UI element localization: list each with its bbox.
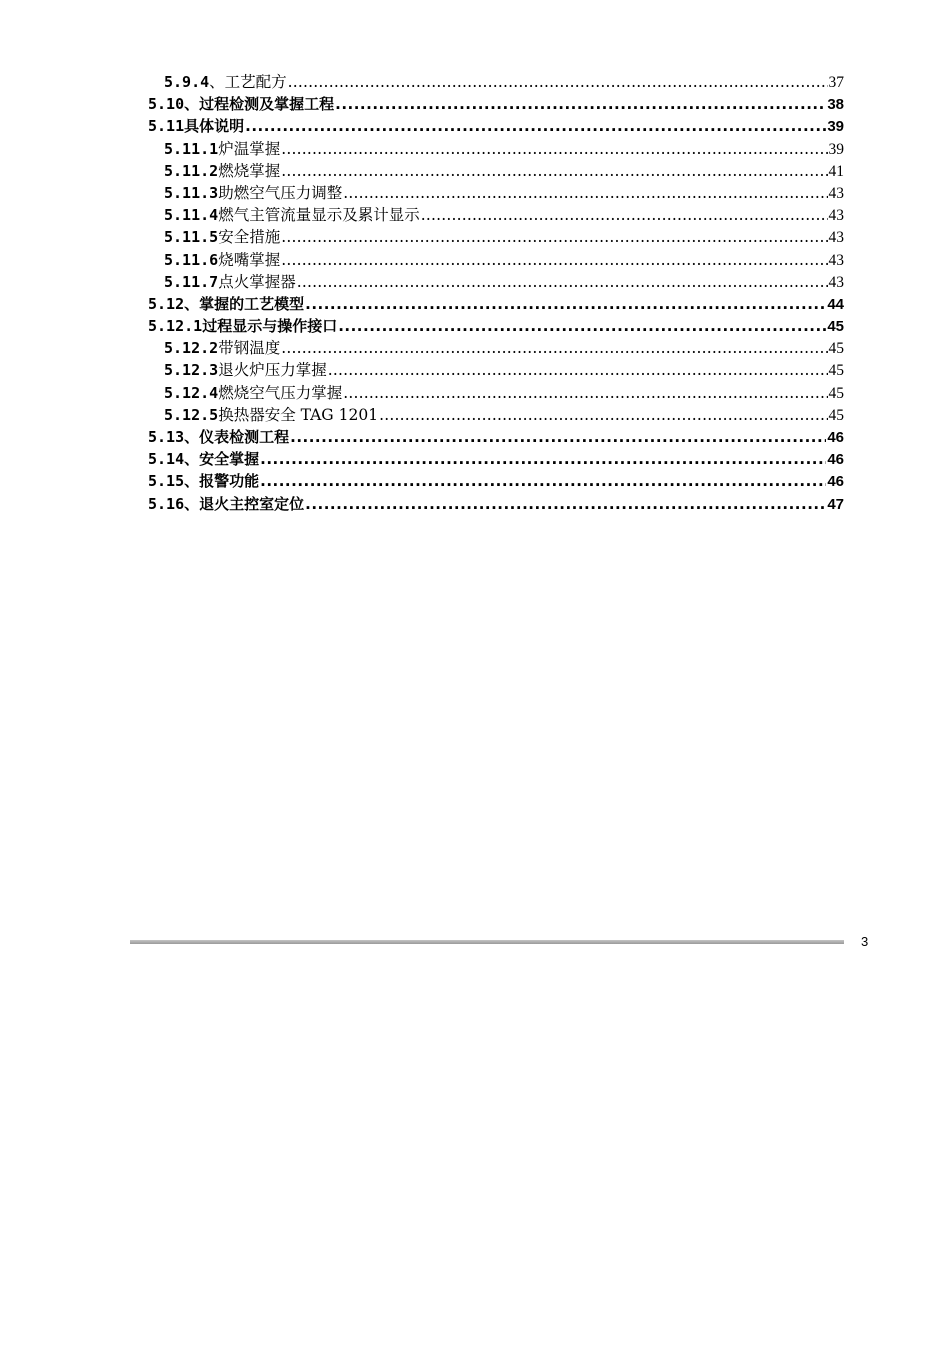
toc-entry-page: 43: [828, 273, 844, 291]
dot-leader: [379, 404, 827, 426]
toc-entry-page: 41: [828, 162, 844, 180]
toc-entry[interactable]: [148, 448, 844, 470]
dot-leader: [297, 271, 828, 293]
toc-entry-title: 炉温掌握: [218, 139, 281, 158]
toc-entry-title: 、仪表检测工程: [184, 428, 290, 446]
dot-leader: [260, 448, 826, 470]
toc-entry-number: 5.11.6: [164, 250, 219, 269]
toc-entry-number: 5.14: [148, 450, 185, 469]
toc-entry[interactable]: [148, 404, 844, 426]
toc-entry-title: 烧嘴掌握: [218, 250, 281, 269]
toc-entry-title: 过程显示与操作接口: [202, 317, 338, 336]
toc-entry-number: 5.11.7: [164, 272, 219, 291]
toc-entry-title: 助燃空气压力调整: [218, 183, 343, 202]
dot-leader: [245, 115, 826, 137]
toc-entry[interactable]: [148, 359, 844, 381]
table-of-contents: [148, 71, 844, 515]
toc-entry-number: 5.11.3: [164, 183, 219, 202]
toc-entry-title: 燃气主管流量显示及累计显示: [218, 206, 420, 225]
toc-entry-number: 5.12.5: [164, 405, 219, 424]
toc-entry-page: 46: [827, 429, 844, 446]
dot-leader: [281, 249, 827, 271]
toc-entry-number: 5.11: [148, 117, 185, 136]
toc-entry-page: 43: [828, 229, 844, 247]
dot-leader: [343, 182, 827, 204]
toc-entry-title: 带钢温度: [218, 339, 281, 358]
toc-entry[interactable]: [148, 426, 844, 448]
toc-entry-page: 46: [827, 473, 844, 491]
toc-entry-title: 点火掌握器: [218, 272, 296, 291]
dot-leader: [281, 226, 827, 248]
dot-leader: [260, 470, 826, 492]
toc-entry-number: 5.11.1: [164, 139, 219, 158]
toc-entry[interactable]: [148, 315, 844, 337]
toc-entry-page: 38: [827, 96, 844, 114]
toc-entry-page: 45: [828, 406, 844, 424]
toc-entry-title: 具体说明: [184, 117, 245, 136]
toc-entry[interactable]: [148, 182, 844, 204]
toc-entry-title: 燃烧空气压力掌握: [218, 383, 343, 402]
toc-entry[interactable]: [148, 249, 844, 271]
toc-entry-page: 43: [828, 184, 844, 202]
toc-entry[interactable]: [148, 71, 844, 93]
toc-entry-number: 5.15: [148, 472, 185, 491]
toc-entry-page: 47: [827, 495, 844, 513]
toc-entry-number: 5.12.2: [164, 339, 219, 358]
toc-entry-page: 39: [827, 118, 844, 136]
toc-entry[interactable]: [148, 493, 844, 515]
toc-entry-title: 安全措施: [218, 228, 281, 247]
toc-entry[interactable]: [148, 337, 844, 359]
footer-page-number: 3: [861, 934, 869, 949]
dot-leader: [343, 382, 827, 404]
toc-entry-title: 、过程检测及掌握工程: [184, 95, 335, 114]
toc-entry-number: 5.9.4: [164, 73, 210, 91]
dot-leader: [335, 93, 826, 115]
toc-entry-number: 5.11.4: [164, 206, 219, 225]
dot-leader: [281, 337, 827, 359]
toc-entry-page: 45: [828, 340, 844, 358]
toc-entry-title: 、退火主控室定位: [184, 494, 305, 513]
dot-leader: [328, 359, 828, 381]
toc-entry-number: 5.11.5: [164, 228, 219, 247]
toc-entry[interactable]: [148, 470, 844, 492]
toc-entry[interactable]: [148, 204, 844, 226]
dot-leader: [290, 426, 826, 448]
dot-leader: [288, 71, 828, 93]
toc-entry-number: 5.12: [148, 294, 185, 313]
toc-entry-title: 换热器安全 TAG 1201: [218, 405, 379, 424]
toc-entry-number: 5.13: [148, 428, 185, 446]
toc-entry-title: 、报警功能: [184, 472, 260, 491]
dot-leader: [305, 293, 826, 315]
toc-entry-number: 5.12.3: [164, 361, 219, 380]
dot-leader: [281, 160, 827, 182]
toc-entry-title: 、工艺配方: [209, 73, 287, 91]
toc-entry[interactable]: [148, 226, 844, 248]
toc-entry-page: 45: [827, 318, 844, 336]
toc-entry-page: 43: [828, 207, 844, 225]
toc-entry-title: 、掌握的工艺模型: [184, 294, 305, 313]
toc-entry[interactable]: [148, 382, 844, 404]
toc-entry-number: 5.10: [148, 95, 185, 114]
footer-divider: [130, 940, 844, 944]
dot-leader: [421, 204, 828, 226]
toc-entry-page: 45: [828, 362, 844, 380]
toc-entry-number: 5.16: [148, 494, 185, 513]
toc-entry-page: 46: [827, 451, 844, 469]
toc-entry-title: 退火炉压力掌握: [218, 361, 327, 380]
toc-entry-number: 5.11.2: [164, 161, 219, 180]
toc-entry[interactable]: [148, 293, 844, 315]
toc-entry-number: 5.12.1: [148, 317, 203, 336]
toc-entry-page: 43: [828, 251, 844, 269]
toc-entry-title: 燃烧掌握: [218, 161, 281, 180]
toc-entry-page: 45: [828, 384, 844, 402]
dot-leader: [338, 315, 826, 337]
dot-leader: [305, 493, 826, 515]
toc-entry-page: 37: [828, 74, 844, 91]
toc-entry-number: 5.12.4: [164, 383, 219, 402]
toc-entry[interactable]: [148, 115, 844, 137]
toc-entry-page: 44: [827, 295, 844, 313]
toc-entry[interactable]: [148, 160, 844, 182]
toc-entry-title: 、安全掌握: [184, 450, 260, 469]
toc-entry[interactable]: [148, 93, 844, 115]
toc-entry[interactable]: [148, 138, 844, 160]
toc-entry[interactable]: [148, 271, 844, 293]
toc-entry-page: 39: [828, 140, 844, 158]
dot-leader: [281, 138, 827, 160]
